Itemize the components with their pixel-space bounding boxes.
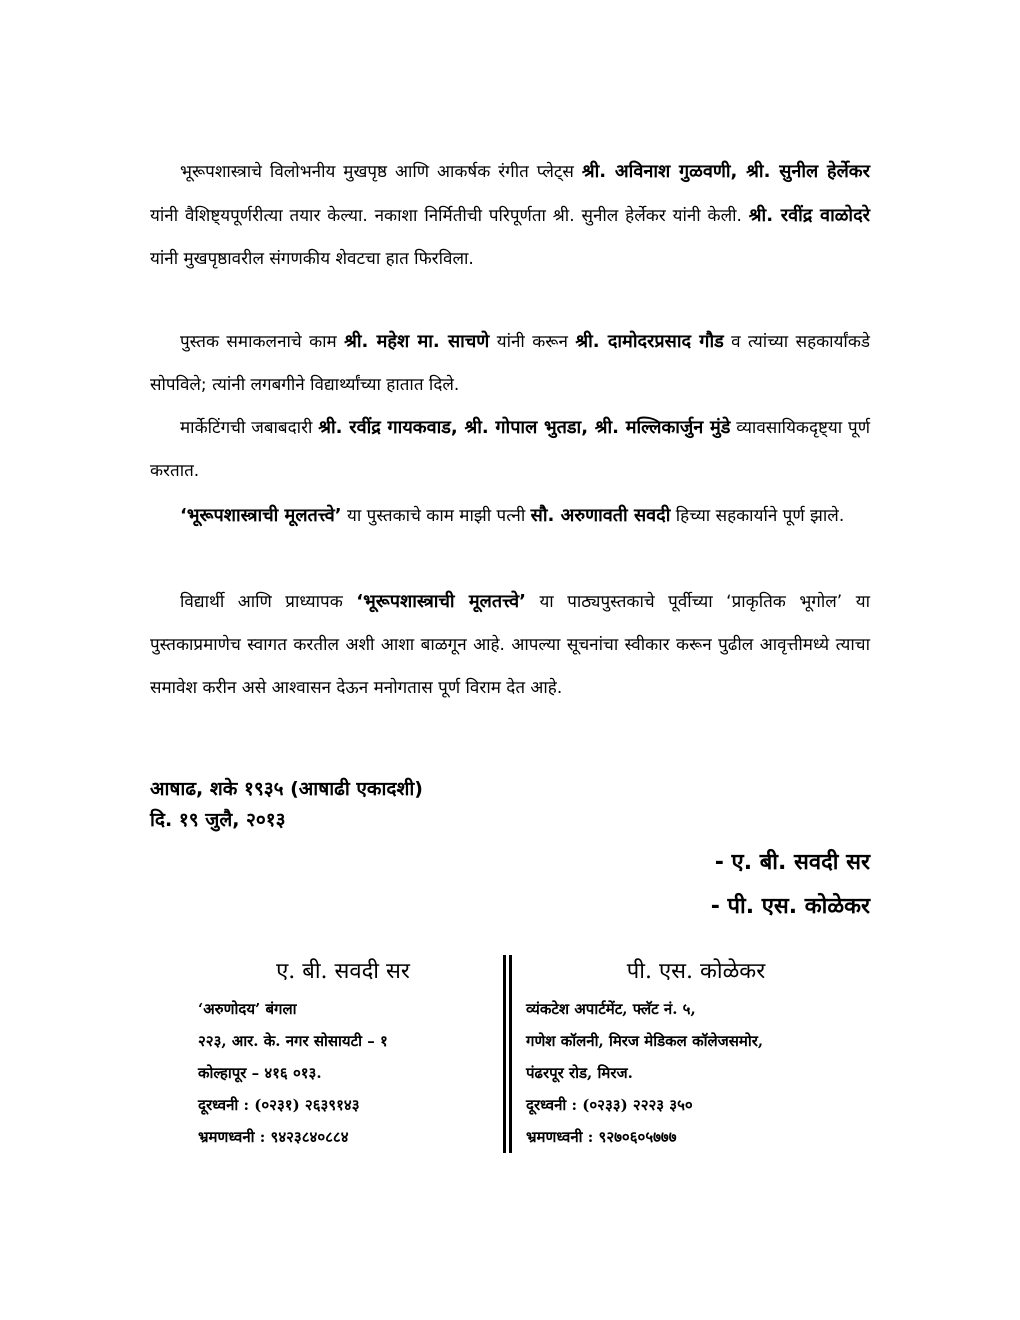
text: यांनी करून	[489, 332, 576, 352]
book-title: ‘भूरूपशास्त्राची मूलतत्त्वे’	[356, 591, 526, 612]
column-divider	[503, 955, 512, 1153]
text: या पाठ्यपुस्तकाचे पूर्वीच्या ‘प्राकृतिक भूगोल’ या पुस्तकाप्रमाणेच स्वागत करतील अशी आशा बाळगून आहे. आपल्या सूचनांचा स्वीकार करून पुढील आवृत्तीमध्ये त्याचा समावेश करीन असे आश्वासन देऊन मनोगतास पूर्ण विराम देत आहे.	[150, 592, 870, 698]
address-name: पी. एस. कोळेकर	[626, 959, 766, 984]
address-line: २२३, आर. के. नगर सोसायटी – १	[198, 1032, 388, 1050]
signature-1: - ए. बी. सवदी सर	[714, 850, 870, 875]
text: मार्केटिंगची जबाबदारी	[180, 418, 319, 438]
bold-names: श्री. अविनाश गुळवणी, श्री. सुनील हेर्लेकर	[581, 161, 870, 182]
text: यांनी मुखपृष्ठावरील संगणकीय शेवटचा हात फिरविला.	[150, 249, 474, 269]
paragraph-marketing	[150, 406, 870, 493]
address-block-2	[526, 955, 866, 1153]
address-name: ए. बी. सवदी सर	[276, 959, 410, 984]
book-title: ‘भूरूपशास्त्राची मूलतत्त्वे’	[180, 505, 342, 526]
signature-2: - पी. एस. कोळेकर	[710, 894, 870, 919]
text: पुस्तक समाकलनाचे काम	[180, 332, 345, 352]
bold-names: श्री. दामोदरप्रसाद गौड	[575, 331, 724, 352]
date-line-2: दि. १९ जुलै, २०१३	[150, 809, 286, 831]
bold-names: श्री. रवींद्र गायकवाड, श्री. गोपाल भुतडा, श्री. मल्लिकार्जुन मुंडे	[318, 417, 731, 438]
address-phone: दूरध्वनी : (०२३१) २६३९१४३	[198, 1096, 360, 1114]
text: व्यावसायिकदृष्ट्या पूर्ण करतात.	[150, 418, 870, 481]
address-mobile: भ्रमणध्वनी : ९४२३८४०८८४	[198, 1128, 349, 1146]
address-mobile: भ्रमणध्वनी : ९२७०६०५७७७	[526, 1128, 677, 1146]
text: यांनी वैशिष्ट्यपूर्णरीत्या तयार केल्या. नकाशा निर्मितीची परिपूर्णता श्री. सुनील हेर्लेकर यांनी केली.	[150, 206, 749, 226]
address-block-1	[198, 955, 488, 1153]
text: भूरूपशास्त्राचे विलोभनीय मुखपृष्ठ आणि आकर्षक रंगीत प्लेट्स	[180, 162, 582, 182]
address-line: व्यंकटेश अपार्टमेंट, फ्लॅट नं. ५,	[526, 1000, 696, 1018]
bold-names: सौ. अरुणावती सवदी	[530, 505, 671, 526]
address-line: ‘अरुणोदय’ बंगला	[198, 1000, 297, 1018]
paragraph-cover-design	[150, 150, 870, 281]
paragraph-closing	[150, 580, 870, 710]
address-phone: दूरध्वनी : (०२३३) २२२३ ३५०	[526, 1096, 693, 1114]
date-line-1: आषाढ, शके १९३५ (आषाढी एकादशी)	[150, 778, 423, 800]
paragraph-compilation	[150, 320, 870, 407]
paragraph-acknowledgement	[150, 494, 870, 538]
address-line: कोल्हापूर – ४१६ ०१३.	[198, 1064, 322, 1082]
text: हिच्या सहकार्याने पूर्ण झाले.	[670, 506, 845, 526]
bold-names: श्री. रवींद्र वाळोदरे	[748, 205, 870, 226]
text: व त्यांच्या सहकार्यांकडे सोपविले; त्यांनी लगबगीने विद्यार्थ्यांच्या हातात दिले.	[150, 332, 870, 395]
text: विद्यार्थी आणि प्राध्यापक	[180, 592, 357, 612]
address-line: गणेश कॉलनी, मिरज मेडिकल कॉलेजसमोर,	[526, 1032, 764, 1050]
text: या पुस्तकाचे काम माझी पत्नी	[341, 506, 531, 526]
bold-names: श्री. महेश मा. साचणे	[344, 331, 490, 352]
address-line: पंढरपूर रोड, मिरज.	[526, 1064, 633, 1082]
